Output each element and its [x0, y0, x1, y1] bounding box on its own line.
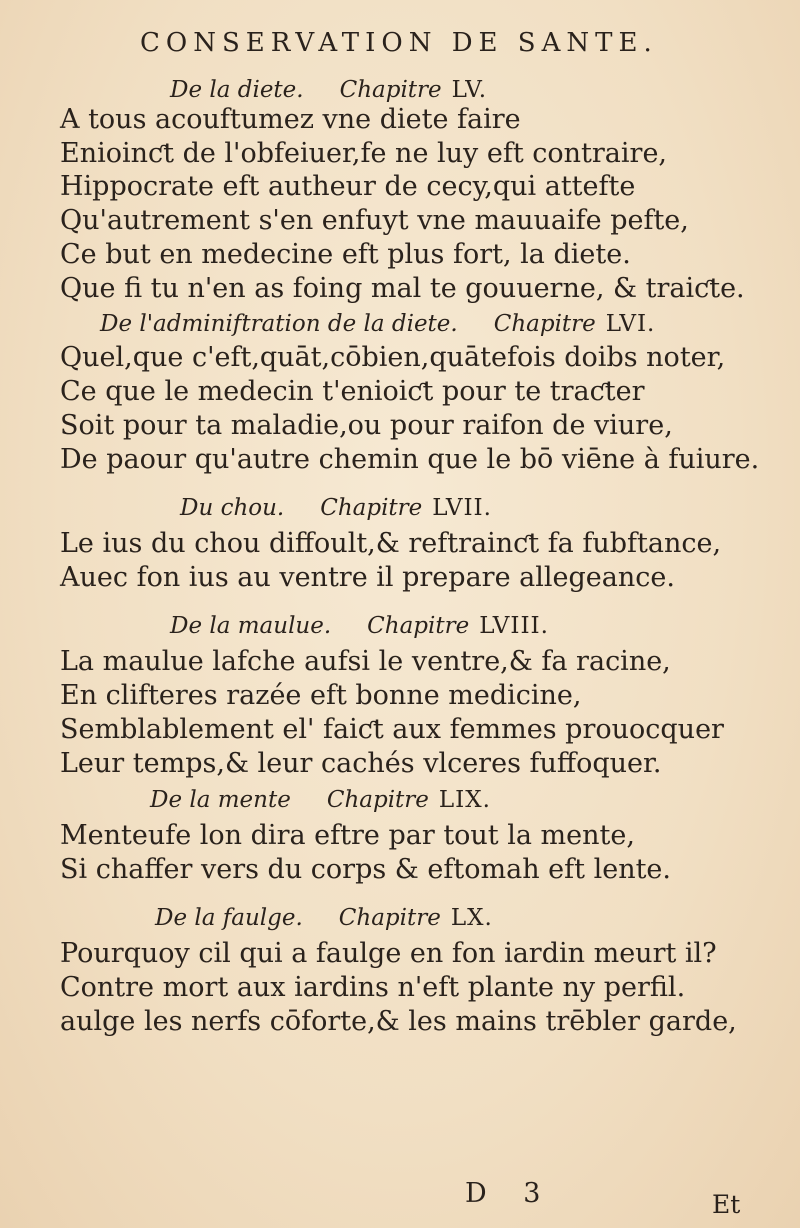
- chapter-title: De la diete.: [170, 77, 304, 103]
- chapter-numeral: LIX.: [438, 787, 491, 813]
- chapter-heading: [155, 904, 493, 932]
- verse-line: Soit pour ta maladie,ou pour raifon de viure,: [60, 410, 673, 441]
- chapter-heading: [180, 494, 492, 522]
- verse-line: En clifteres razée eft bonne medicine,: [60, 680, 582, 711]
- verse-line: La maulue lafche aufsi le ventre,& fa racine,: [60, 646, 671, 677]
- running-head: CONSERVATION DE SANTE.: [140, 28, 658, 58]
- chapter-heading: [170, 612, 549, 640]
- verse-line: Si chaffer vers du corps & eftomah eft lente.: [60, 854, 671, 885]
- verse-line: Leur temps,& leur cachés vlceres fuffoquer.: [60, 748, 662, 779]
- chapter-numeral: LVI.: [605, 311, 656, 337]
- verse-line: Enioinƈt de l'obfeiuer,fe ne luy eft contraire,: [60, 138, 667, 169]
- chapter-label: Chapitre: [493, 311, 596, 337]
- verse-line: Contre mort aux iardins n'eft plante ny perfil.: [60, 972, 686, 1003]
- chapter-numeral: LVIII.: [479, 613, 549, 639]
- verse-line: Quel,que c'eft,quāt,cōbien,quātefois doibs noter,: [60, 342, 726, 373]
- verse-line: Le ius du chou diffoult,& reftrainƈt fa fubftance,: [60, 528, 722, 559]
- chapter-heading: [100, 310, 655, 338]
- chapter-title: De la faulge.: [155, 905, 303, 931]
- chapter-title: Du chou.: [180, 495, 285, 521]
- verse-line: Menteufe lon dira eftre par tout la mente,: [60, 820, 635, 851]
- chapter-title: De la mente: [150, 787, 291, 813]
- chapter-numeral: LX.: [450, 905, 493, 931]
- verse-line: Ce que le medecin t'enioiƈt pour te traƈter: [60, 376, 645, 407]
- chapter-label: Chapitre: [326, 787, 429, 813]
- verse-line: Qu'autrement s'en enfuyt vne mauuaife pefte,: [60, 205, 689, 236]
- verse-line: Pourquoy cil qui a faulge en fon iardin meurt il?: [60, 938, 717, 969]
- chapter-label: Chapitre: [339, 77, 442, 103]
- verse-line: Que fi tu n'en as foing mal te gouuerne, & traiƈte.: [60, 273, 745, 304]
- chapter-numeral: LV.: [451, 77, 488, 103]
- catchword: Et: [712, 1190, 741, 1219]
- verse-line: aulge les nerfs cōforte,& les mains trēbler garde,: [60, 1006, 737, 1037]
- verse-line: A tous acouftumez vne diete faire: [60, 104, 521, 135]
- chapter-label: Chapitre: [367, 613, 470, 639]
- verse-line: Hippocrate eft autheur de cecy,qui attefte: [60, 171, 636, 202]
- chapter-title: De la maulue.: [170, 613, 332, 639]
- verse-line: De paour qu'autre chemin que le bō viēne à fuiure.: [60, 444, 760, 475]
- verse-line: Semblablement el' faiƈt aux femmes prouocquer: [60, 714, 724, 745]
- chapter-label: Chapitre: [320, 495, 423, 521]
- chapter-heading: [170, 76, 487, 104]
- chapter-title: De l'adminiftration de la diete.: [100, 311, 458, 337]
- chapter-label: Chapitre: [338, 905, 441, 931]
- signature-mark: D 3: [465, 1178, 555, 1209]
- chapter-heading: [150, 786, 491, 814]
- verse-line: Ce but en medecine eft plus fort, la diete.: [60, 239, 631, 270]
- verse-line: Auec fon ius au ventre il prepare allegeance.: [60, 562, 675, 593]
- chapter-numeral: LVII.: [432, 495, 492, 521]
